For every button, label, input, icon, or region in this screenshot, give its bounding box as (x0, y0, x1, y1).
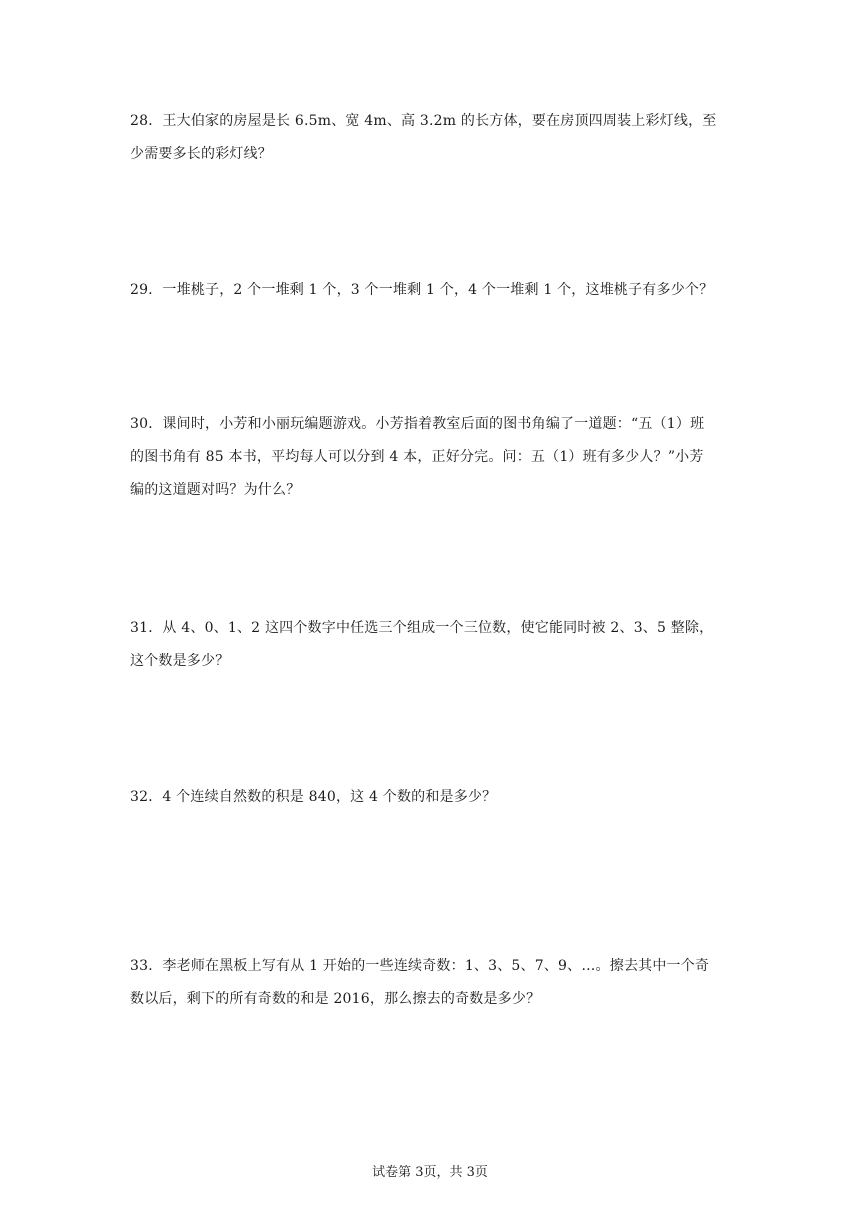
question-28-line-1: 28．王大伯家的房屋是长 6.5m、宽 4m、高 3.2m 的长方体，要在房顶四周装上彩灯线，至 (130, 113, 717, 129)
question-31-line-2: 这个数是多少？ (130, 653, 230, 669)
question-33 (130, 950, 730, 1016)
question-30-line-1: 30．课间时，小芳和小丽玩编题游戏。小芳指着教室后面的图书角编了一道题：“五（1）班 (130, 416, 705, 432)
question-28 (130, 105, 730, 171)
question-28-line-2: 少需要多长的彩灯线？ (130, 146, 272, 162)
question-31 (130, 612, 730, 678)
question-33-line-1: 33．李老师在黑板上写有从 1 开始的一些连续奇数：1、3、5、7、9、…。擦去其中一个奇 (130, 958, 710, 974)
question-29 (130, 274, 730, 307)
question-33-line-2: 数以后，剩下的所有奇数的和是 2016，那么擦去的奇数是多少？ (130, 991, 541, 1007)
question-29-line-1: 29．一堆桃子，2 个一堆剩 1 个，3 个一堆剩 1 个，4 个一堆剩 1 个，这堆桃子有多少个？ (130, 282, 714, 298)
question-31-line-1: 31．从 4、0、1、2 这四个数字中任选三个组成一个三位数，使它能同时被 2、3、5 整除， (130, 620, 714, 636)
question-30-line-3: 编的这道题对吗？为什么？ (130, 482, 301, 498)
question-32-line-1: 32．4 个连续自然数的积是 840，这 4 个数的和是多少？ (130, 789, 497, 805)
question-32 (130, 781, 730, 814)
question-30-line-2: 的图书角有 85 本书，平均每人可以分到 4 本，正好分完。问：五（1）班有多少人？”小芳 (130, 449, 704, 465)
question-30 (130, 408, 730, 507)
page-number-label: 试卷第 3页，共 3页 (372, 1165, 488, 1180)
page-footer (0, 1163, 860, 1183)
